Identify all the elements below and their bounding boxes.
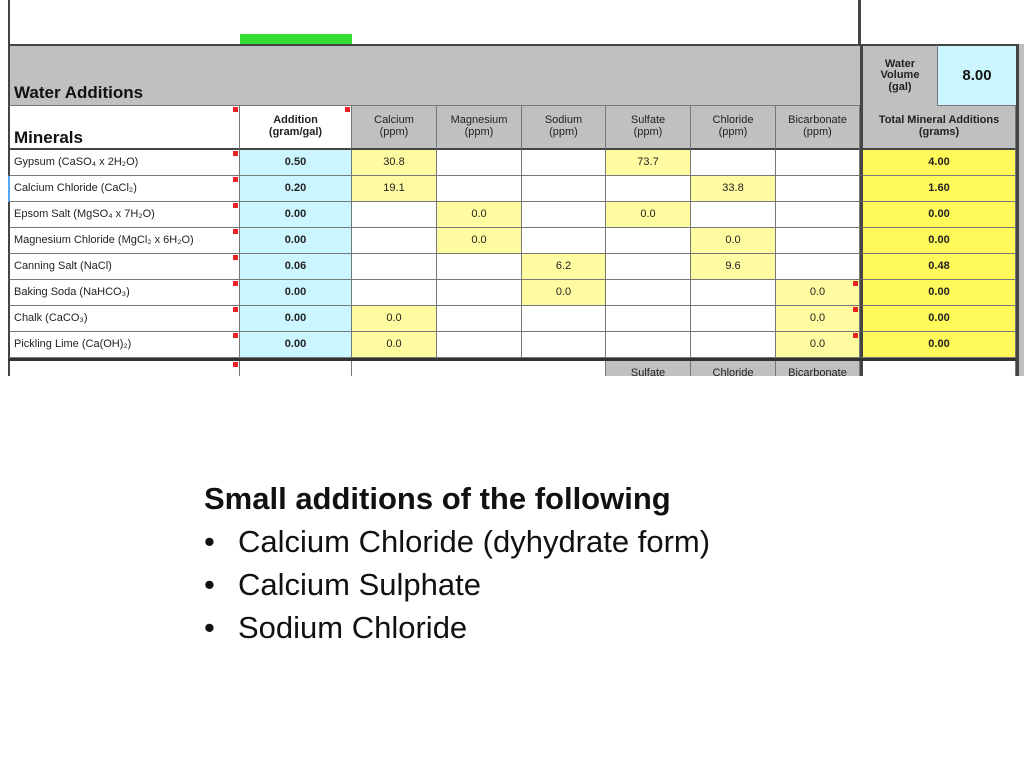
- bottom-total-cell: [860, 361, 1016, 376]
- magnesium-cell-value: 0.0: [471, 233, 487, 246]
- mineral-name: [8, 150, 240, 176]
- bottom-header-bicarbonate: Bicarbonate: [776, 361, 860, 376]
- sulfate-cell: [606, 150, 691, 176]
- header-total: Total Mineral Additions (grams): [860, 106, 1016, 150]
- comment-marker: [233, 151, 238, 156]
- addition-input[interactable]: [240, 280, 352, 306]
- calcium-cell-value: 30.8: [383, 155, 405, 168]
- chloride-cell-value: 33.8: [722, 181, 744, 194]
- sulfate-cell-value: 73.7: [637, 155, 659, 168]
- bicarbonate-cell: [776, 150, 860, 176]
- header-sodium: Sodium (ppm): [522, 106, 606, 150]
- bicarbonate-cell: [776, 202, 860, 228]
- calcium-cell: [352, 254, 437, 280]
- addition-input[interactable]: [240, 202, 352, 228]
- bicarbonate-cell: [776, 332, 860, 358]
- total-cell-value: 0.00: [928, 337, 950, 350]
- bicarbonate-cell: [776, 228, 860, 254]
- bicarbonate-cell: [776, 176, 860, 202]
- slide-heading: Small additions of the following: [204, 481, 671, 516]
- sulfate-cell: [606, 228, 691, 254]
- section-title: Water Additions: [14, 83, 144, 102]
- total-cell-value: 0.00: [928, 233, 950, 246]
- bullet-item: [204, 520, 984, 563]
- magnesium-cell: [437, 176, 522, 202]
- header-addition-label: Addition (gram/gal): [268, 114, 323, 138]
- comment-marker: [853, 307, 858, 312]
- mineral-name-value: Gypsum (CaSO₄ x 2H₂O): [14, 155, 139, 168]
- bottom-name-cell: [8, 361, 240, 376]
- addition-input[interactable]: [240, 150, 352, 176]
- chloride-cell-value: 9.6: [725, 259, 741, 272]
- chloride-cell: [691, 176, 776, 202]
- magnesium-cell: [437, 254, 522, 280]
- calcium-cell: [352, 202, 437, 228]
- addition-input-value: 0.06: [284, 259, 307, 272]
- bullet-item: [204, 563, 984, 606]
- sodium-cell: [522, 228, 606, 254]
- comment-marker: [233, 177, 238, 182]
- bottom-addition-cell: [240, 361, 352, 376]
- header-sulfate: Sulfate (ppm): [606, 106, 691, 150]
- top-strip: [8, 0, 864, 44]
- calcium-cell-value: 0.0: [386, 337, 402, 350]
- right-edge-column: [1016, 44, 1024, 376]
- addition-input[interactable]: [240, 228, 352, 254]
- water-additions-band: [8, 44, 860, 106]
- comment-marker: [233, 281, 238, 286]
- calcium-cell: [352, 332, 437, 358]
- spreadsheet-screenshot: [0, 0, 1024, 376]
- total-cell-value: 4.00: [928, 155, 950, 168]
- comment-marker: [233, 107, 238, 112]
- total-cell-value: 1.60: [928, 181, 950, 194]
- comment-marker: [853, 281, 858, 286]
- bullet-text: Calcium Chloride (dyhydrate form): [238, 524, 711, 559]
- bullet-text: Calcium Sulphate: [238, 567, 481, 602]
- header-magnesium: Magnesium (ppm): [437, 106, 522, 150]
- addition-input-value: 0.00: [284, 311, 307, 324]
- addition-input[interactable]: [240, 306, 352, 332]
- comment-marker: [853, 333, 858, 338]
- sulfate-cell: [606, 202, 691, 228]
- mineral-name-value: Pickling Lime (Ca(OH)₂): [14, 337, 132, 350]
- addition-input[interactable]: [240, 176, 352, 202]
- bullet-list: [204, 520, 984, 649]
- bottom-blank-cell: [352, 361, 606, 376]
- sodium-cell: [522, 150, 606, 176]
- bottom-header-chloride: Chloride: [691, 361, 776, 376]
- chloride-cell: [691, 280, 776, 306]
- sodium-cell: [522, 306, 606, 332]
- comment-marker: [233, 203, 238, 208]
- comment-marker: [233, 333, 238, 338]
- mineral-name: [8, 176, 240, 202]
- total-cell: [860, 306, 1016, 332]
- comment-marker: [233, 229, 238, 234]
- comment-marker: [233, 255, 238, 260]
- magnesium-cell: [437, 202, 522, 228]
- total-cell-value: 0.00: [928, 207, 950, 220]
- total-cell: [860, 228, 1016, 254]
- sodium-cell: [522, 254, 606, 280]
- header-addition: [240, 106, 352, 150]
- bullet-item: [204, 606, 984, 649]
- bicarbonate-cell: [776, 254, 860, 280]
- water-volume-label: Water Volume (gal): [860, 44, 938, 106]
- mineral-name: [8, 332, 240, 358]
- calcium-cell: [352, 176, 437, 202]
- green-cell-edge: [240, 34, 352, 44]
- bottom-header-sulfate: Sulfate: [606, 361, 691, 376]
- magnesium-cell: [437, 332, 522, 358]
- total-cell-value: 0.00: [928, 311, 950, 324]
- addition-input-value: 0.00: [284, 233, 307, 246]
- sulfate-cell: [606, 254, 691, 280]
- sodium-cell: [522, 280, 606, 306]
- bicarbonate-cell: [776, 280, 860, 306]
- addition-input[interactable]: [240, 254, 352, 280]
- magnesium-cell: [437, 306, 522, 332]
- sulfate-cell-value: 0.0: [640, 207, 656, 220]
- total-cell: [860, 332, 1016, 358]
- bullet-text: Sodium Chloride: [238, 610, 468, 645]
- bicarbonate-cell-value: 0.0: [809, 285, 826, 298]
- magnesium-cell: [437, 280, 522, 306]
- sodium-cell: [522, 332, 606, 358]
- bicarbonate-cell: [776, 306, 860, 332]
- calcium-cell: [352, 306, 437, 332]
- total-cell: [860, 280, 1016, 306]
- addition-input[interactable]: [240, 332, 352, 358]
- minerals-header: [8, 106, 240, 150]
- bullet-dot-icon: •: [204, 524, 215, 559]
- comment-marker: [233, 362, 238, 367]
- calcium-cell-value: 19.1: [383, 181, 405, 194]
- mineral-name: [8, 202, 240, 228]
- addition-input-value: 0.50: [284, 155, 307, 168]
- calcium-cell: [352, 280, 437, 306]
- chloride-cell: [691, 202, 776, 228]
- addition-input-value: 0.00: [284, 337, 307, 350]
- chloride-cell: [691, 332, 776, 358]
- sulfate-cell: [606, 332, 691, 358]
- mineral-name-value: Baking Soda (NaHCO₃): [14, 285, 130, 298]
- calcium-cell-value: 0.0: [386, 311, 402, 324]
- header-chloride: Chloride (ppm): [691, 106, 776, 150]
- slide-text: [204, 478, 984, 649]
- bicarbonate-cell-value: 0.0: [809, 337, 826, 350]
- sulfate-cell: [606, 306, 691, 332]
- total-cell: [860, 150, 1016, 176]
- top-right-strip: [858, 0, 1024, 44]
- mineral-name-value: Epsom Salt (MgSO₄ x 7H₂O): [14, 207, 155, 220]
- mineral-name-value: Calcium Chloride (CaCl₂): [14, 181, 137, 194]
- header-calcium: Calcium (ppm): [352, 106, 437, 150]
- calcium-cell: [352, 150, 437, 176]
- magnesium-cell: [437, 150, 522, 176]
- mineral-name-value: Chalk (CaCO₃): [14, 311, 88, 324]
- mineral-name: [8, 228, 240, 254]
- mineral-name: [8, 254, 240, 280]
- chloride-cell: [691, 150, 776, 176]
- comment-marker: [233, 307, 238, 312]
- chloride-cell-value: 0.0: [725, 233, 741, 246]
- mineral-name-value: Magnesium Chloride (MgCl₂ x 6H₂O): [14, 233, 194, 246]
- bullet-dot-icon: •: [204, 567, 215, 602]
- bicarbonate-cell-value: 0.0: [809, 311, 826, 324]
- sulfate-cell: [606, 280, 691, 306]
- minerals-title: Minerals: [14, 128, 83, 148]
- total-cell-value: 0.00: [928, 285, 950, 298]
- chloride-cell: [691, 306, 776, 332]
- total-cell: [860, 176, 1016, 202]
- comment-marker: [345, 107, 350, 112]
- magnesium-cell: [437, 228, 522, 254]
- mineral-name: [8, 306, 240, 332]
- calcium-cell: [352, 228, 437, 254]
- sodium-cell-value: 0.0: [555, 285, 572, 298]
- water-volume-input[interactable]: 8.00: [938, 44, 1016, 106]
- bullet-dot-icon: •: [204, 610, 215, 645]
- addition-input-value: 0.20: [284, 181, 307, 194]
- total-cell: [860, 254, 1016, 280]
- magnesium-cell-value: 0.0: [471, 207, 487, 220]
- total-cell: [860, 202, 1016, 228]
- chloride-cell: [691, 228, 776, 254]
- header-bicarbonate: Bicarbonate (ppm): [776, 106, 860, 150]
- total-cell-value: 0.48: [928, 259, 950, 272]
- mineral-name: [8, 280, 240, 306]
- addition-input-value: 0.00: [284, 207, 307, 220]
- sodium-cell-value: 6.2: [555, 259, 572, 272]
- sodium-cell: [522, 202, 606, 228]
- mineral-name-value: Canning Salt (NaCl): [14, 259, 112, 272]
- chloride-cell: [691, 254, 776, 280]
- addition-input-value: 0.00: [284, 285, 307, 298]
- sodium-cell: [522, 176, 606, 202]
- sulfate-cell: [606, 176, 691, 202]
